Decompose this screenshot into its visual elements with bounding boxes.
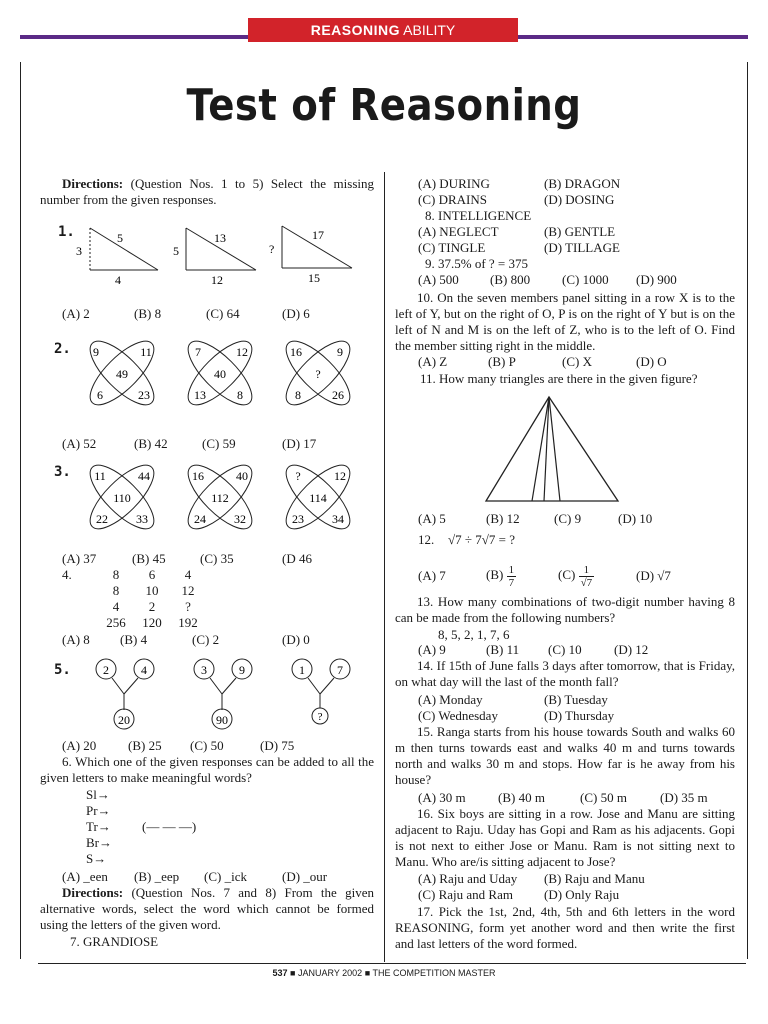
q12-option-a: (A) 7 <box>418 568 446 583</box>
q14-question: 14. If 15th of June falls 3 days after tomorrow, that is Friday, on what day will the last of the month fall? <box>395 658 735 689</box>
q10-option-c: (C) X <box>562 354 592 369</box>
q3-f1-tr: 44 <box>138 469 150 483</box>
q2-f1-bl: 6 <box>97 388 103 402</box>
q1-t3-base-label: 15 <box>308 271 320 285</box>
q2-option-a: (A) 52 <box>62 436 97 451</box>
q6-word: Sl→ <box>86 787 110 802</box>
q2-petal-figures <box>80 336 370 410</box>
q1-t1-hyp-label: 5 <box>117 231 123 245</box>
q1-triangle-1 <box>76 228 158 287</box>
q5-option-b: (B) 25 <box>128 738 162 753</box>
q9-option-a: (A) 500 <box>418 272 459 287</box>
q3-figure-2 <box>179 460 261 534</box>
square-bullet-icon: ■ <box>364 968 371 978</box>
page-footer <box>0 968 768 978</box>
q1-triangles-figure <box>60 220 380 290</box>
q3-f3-bl: 23 <box>292 512 304 526</box>
question-number: 5. <box>54 662 71 678</box>
q2-f2-tl: 7 <box>195 345 201 359</box>
q16-option-d: (D) Only Raju <box>544 887 620 902</box>
q15-option-b: (B) 40 m <box>498 790 545 805</box>
q3-f3-center: 114 <box>309 491 327 505</box>
directions-label: Directions: <box>62 885 124 900</box>
bottom-rule <box>38 963 746 964</box>
q15-option-c: (C) 50 m <box>580 790 627 805</box>
q1-option-a: (A) 2 <box>62 306 90 321</box>
q5-figure-1 <box>96 659 154 729</box>
q5-f3-branch-a <box>308 678 320 694</box>
q1-option-d: (D) 6 <box>282 306 310 321</box>
q1-triangle-2 <box>173 228 256 287</box>
q10-option-d: (D) O <box>636 354 667 369</box>
q12-option-b-fraction <box>507 564 517 589</box>
question-number: 1. <box>58 224 75 240</box>
q5-f2-c: 90 <box>216 713 228 727</box>
q1-option-b: (B) 8 <box>134 306 162 321</box>
q3-f2-br: 32 <box>234 512 246 526</box>
q4-cell: 6 <box>148 567 156 582</box>
fraction-denominator: √7 <box>580 576 593 589</box>
q6-word: Tr→ <box>86 819 111 834</box>
q2-f2-tr: 12 <box>236 345 248 359</box>
q13-option-b: (B) 11 <box>486 642 520 657</box>
q8-option-b: (B) GENTLE <box>544 224 616 239</box>
q11-outer-triangle <box>486 397 618 501</box>
q3-option-b: (B) 45 <box>132 551 166 566</box>
q16-question: 16. Six boys are sitting in a row. Jose and Manu are sitting adjacent to Raju. Uday has Gopi and Ram as his adjacents. Gopi is not next to either Jose or Manu. Ram is not sitting next to Manu. Who are/is sitting adjacent to Jose? <box>395 806 735 869</box>
q4-cell: 8 <box>112 567 120 582</box>
directions-label: Directions: <box>62 176 124 191</box>
fraction-denominator: 7 <box>508 576 515 589</box>
q14-option-b: (B) Tuesday <box>544 692 608 707</box>
q12-option-d <box>636 568 671 584</box>
q11-triangle-figure <box>482 393 624 505</box>
q4-option-a: (A) 8 <box>62 632 90 647</box>
question-number: 3. <box>54 464 71 480</box>
q4-cell: 4 <box>184 567 192 582</box>
q5-f1-branch-a <box>112 678 124 694</box>
q16-option-b: (B) Raju and Manu <box>544 871 645 886</box>
section-subname: ABILITY <box>403 22 456 38</box>
q6-option-d: (D) _our <box>282 869 328 884</box>
q5-f2-a: 3 <box>201 663 207 677</box>
q5-f2-branch-a <box>210 678 222 694</box>
q1-t1-base-label: 4 <box>115 273 121 287</box>
issue-date: JANUARY 2002 <box>297 968 363 978</box>
fraction-numerator: 1 <box>579 564 595 577</box>
q3-petal-figures <box>80 460 370 534</box>
directions-text: (Question Nos. 7 and 8) From the given alternative words, select the word which cannot be formed using the letters of the given word. <box>40 885 374 932</box>
q5-figure-2 <box>194 659 252 729</box>
q8-option-c: (C) TINGLE <box>418 240 486 255</box>
q4-cell: 256 <box>106 615 126 630</box>
q14-option-a: (A) Monday <box>418 692 483 707</box>
q5-tree-figures <box>80 654 370 736</box>
q2-f2-br: 8 <box>237 388 243 402</box>
q12-option-b-label: (B) <box>486 567 504 582</box>
q2-f2-bl: 13 <box>194 388 206 402</box>
q13-numbers: 8, 5, 2, 1, 7, 6 <box>438 627 510 642</box>
q6-blank: (— — —) <box>142 819 197 834</box>
q1-t3-hyp-label: 17 <box>312 228 324 242</box>
q4-cell: ? <box>185 599 191 614</box>
q2-f3-tl: 16 <box>290 345 302 359</box>
q13-question: 13. How many combinations of two-digit number having 8 can be made from the following numbers? <box>395 594 735 625</box>
q2-figure-3 <box>277 336 359 410</box>
right-border <box>747 62 748 959</box>
q5-f3-a: 1 <box>299 663 305 677</box>
q13-option-c: (C) 10 <box>548 642 582 657</box>
q11-option-d: (D) 10 <box>618 511 653 526</box>
q3-f1-center: 110 <box>113 491 131 505</box>
q5-f1-a: 2 <box>103 663 109 677</box>
directions-1 <box>40 176 374 208</box>
q5-f2-branch-b <box>222 678 236 694</box>
q2-figure-2 <box>179 336 261 410</box>
q7-option-d: (D) DOSING <box>544 192 615 207</box>
q4-row <box>98 583 208 599</box>
q8-option-a: (A) NEGLECT <box>418 224 499 239</box>
q3-figure-1 <box>81 460 163 534</box>
q3-f1-br: 33 <box>136 512 148 526</box>
q14-option-c: (C) Wednesday <box>418 708 498 723</box>
q2-f1-tl: 9 <box>93 345 99 359</box>
q5-f3-branch-b <box>320 678 334 694</box>
q16-option-c: (C) Raju and Ram <box>418 887 513 902</box>
q4-row <box>98 599 208 615</box>
q4-row <box>98 567 208 583</box>
q15-option-a: (A) 30 m <box>418 790 466 805</box>
square-bullet-icon: ■ <box>290 968 296 978</box>
directions-text: (Question Nos. 1 to 5) Select the missing number from the given responses. <box>40 176 374 207</box>
q6-option-c: (C) _ick <box>204 869 247 884</box>
q5-option-a: (A) 20 <box>62 738 97 753</box>
q2-f1-center: 49 <box>116 367 128 381</box>
q1-t2-base-label: 12 <box>211 273 223 287</box>
q11-option-c: (C) 9 <box>554 511 582 526</box>
q4-cell: 120 <box>142 615 162 630</box>
q6-question: 6. Which one of the given responses can be added to all the given letters to make meaningful words? <box>40 754 374 785</box>
page-number: 537 <box>272 968 288 978</box>
q4-cell: 8 <box>112 583 120 598</box>
q3-f1-tl: 11 <box>94 469 106 483</box>
q2-f3-center: ? <box>315 367 321 381</box>
q4-cell: 10 <box>145 583 159 598</box>
q2-option-c: (C) 59 <box>202 436 236 451</box>
q1-t2-left-label: 5 <box>173 244 179 258</box>
q5-f2-b: 9 <box>239 663 245 677</box>
q4-option-c: (C) 2 <box>192 632 220 647</box>
q3-option-c: (C) 35 <box>200 551 234 566</box>
q11-option-a: (A) 5 <box>418 511 446 526</box>
q10-question: 10. On the seven members panel sitting in a row X is to the left of Y, but on the right of O, P is on the right of Y but is on the left of N and M is on the left of Z, who is to the left of O. Find the member sitting right in the middle. <box>395 290 735 353</box>
q12-number: 12. <box>418 532 435 547</box>
question-number: 2. <box>54 341 71 357</box>
q3-option-a: (A) 37 <box>62 551 97 566</box>
fraction-numerator: 1 <box>508 563 515 576</box>
q4-number-grid <box>98 567 208 631</box>
section-name: REASONING <box>310 22 401 38</box>
q3-f3-tl: ? <box>295 469 301 483</box>
column-divider <box>384 172 385 962</box>
directions-2 <box>40 885 374 933</box>
q2-f1-br: 23 <box>138 388 150 402</box>
q2-option-d: (D) 17 <box>282 436 317 451</box>
q5-option-c: (C) 50 <box>190 738 224 753</box>
q7-question: 7. GRANDIOSE <box>70 934 159 949</box>
q4-cell: 192 <box>178 615 198 630</box>
q3-f3-br: 34 <box>332 512 344 526</box>
q3-f2-bl: 24 <box>194 512 206 526</box>
q1-triangle-3 <box>269 226 352 285</box>
q11-question: 11. How many triangles are there in the given figure? <box>420 371 698 386</box>
q1-t2-hyp-label: 13 <box>214 231 226 245</box>
q2-f3-br: 26 <box>332 388 344 402</box>
q16-option-a: (A) Raju and Uday <box>418 871 518 886</box>
q1-t1-hypotenuse <box>90 228 158 270</box>
q12-expression: √7 ÷ 7√7 = ? <box>448 532 516 547</box>
q5-f1-b: 4 <box>141 663 147 677</box>
question-number: 4. <box>62 567 72 582</box>
q3-f2-tr: 40 <box>236 469 248 483</box>
q5-f1-branch-b <box>124 678 138 694</box>
q12-option-d-value: √7 <box>657 568 671 583</box>
q6-word: S→ <box>86 851 107 866</box>
q1-t1-left-label: 3 <box>76 244 82 258</box>
page-title: Test of Reasoning <box>186 80 582 131</box>
q13-option-a: (A) 9 <box>418 642 446 657</box>
q2-figure-1 <box>81 336 163 410</box>
q9-option-c: (C) 1000 <box>562 272 609 287</box>
q6-option-b: (B) _eep <box>134 869 180 884</box>
q1-option-c: (C) 64 <box>206 306 240 321</box>
q5-f3-c: ? <box>317 711 323 723</box>
q2-option-b: (B) 42 <box>134 436 168 451</box>
q9-option-b: (B) 800 <box>490 272 531 287</box>
q2-f1-tr: 11 <box>140 345 152 359</box>
q5-f1-c: 20 <box>118 713 130 727</box>
q6-option-a: (A) _een <box>62 869 108 884</box>
q3-figure-3 <box>277 460 359 534</box>
q10-option-a: (A) Z <box>418 354 448 369</box>
q8-option-d: (D) TILLAGE <box>544 240 620 255</box>
q3-f2-tl: 16 <box>192 469 204 483</box>
q15-option-d: (D) 35 m <box>660 790 708 805</box>
q14-option-d: (D) Thursday <box>544 708 615 723</box>
q7-option-b: (B) DRAGON <box>544 176 621 191</box>
magazine-name: THE COMPETITION MASTER <box>372 968 496 978</box>
q10-option-b: (B) P <box>488 354 516 369</box>
q2-f3-tr: 9 <box>337 345 343 359</box>
q1-t3-left-label: ? <box>269 242 275 256</box>
q12-option-d-label: (D) <box>636 568 655 583</box>
q4-option-b: (B) 4 <box>120 632 148 647</box>
q11-option-b: (B) 12 <box>486 511 520 526</box>
q15-question: 15. Ranga starts from his house towards South and walks 60 m then turns towards east and walks 40 m and turns towards north and walks 30 m and stops. How far is he away from his house? <box>395 724 735 787</box>
q4-row <box>98 615 208 631</box>
q3-f3-tr: 12 <box>334 469 346 483</box>
q11-inner-line-3 <box>549 397 560 501</box>
q5-option-d: (D) 75 <box>260 738 295 753</box>
q8-question: 8. INTELLIGENCE <box>425 208 532 223</box>
q5-figure-3 <box>292 659 350 724</box>
q4-option-d: (D) 0 <box>282 632 310 647</box>
q12-option-c <box>558 561 594 589</box>
section-banner <box>248 18 518 42</box>
q7-option-c: (C) DRAINS <box>418 192 487 207</box>
q3-f1-bl: 22 <box>96 512 108 526</box>
q4-cell: 4 <box>112 599 120 614</box>
q4-cell: 12 <box>181 583 195 598</box>
q13-option-d: (D) 12 <box>614 642 649 657</box>
q3-option-d: (D 46 <box>282 551 312 566</box>
q4-cell: 2 <box>148 599 156 614</box>
left-border <box>20 62 21 959</box>
q6-word: Pr→ <box>86 803 111 818</box>
q2-f3-bl: 8 <box>295 388 301 402</box>
q9-option-d: (D) 900 <box>636 272 677 287</box>
q17-question: 17. Pick the 1st, 2nd, 4th, 5th and 6th letters in the word REASONING, form yet another word and then write the first and last letters of the word formed. <box>395 904 735 951</box>
q12-option-c-label: (C) <box>558 567 576 582</box>
q12-option-c-fraction <box>579 564 595 589</box>
q5-f3-b: 7 <box>337 663 343 677</box>
q2-f2-center: 40 <box>214 367 226 381</box>
q7-option-a: (A) DURING <box>418 176 490 191</box>
q6-word: Br→ <box>86 835 112 850</box>
q9-question: 9. 37.5% of ? = 375 <box>425 256 529 271</box>
q3-f2-center: 112 <box>211 491 229 505</box>
q12-option-b <box>486 561 516 589</box>
